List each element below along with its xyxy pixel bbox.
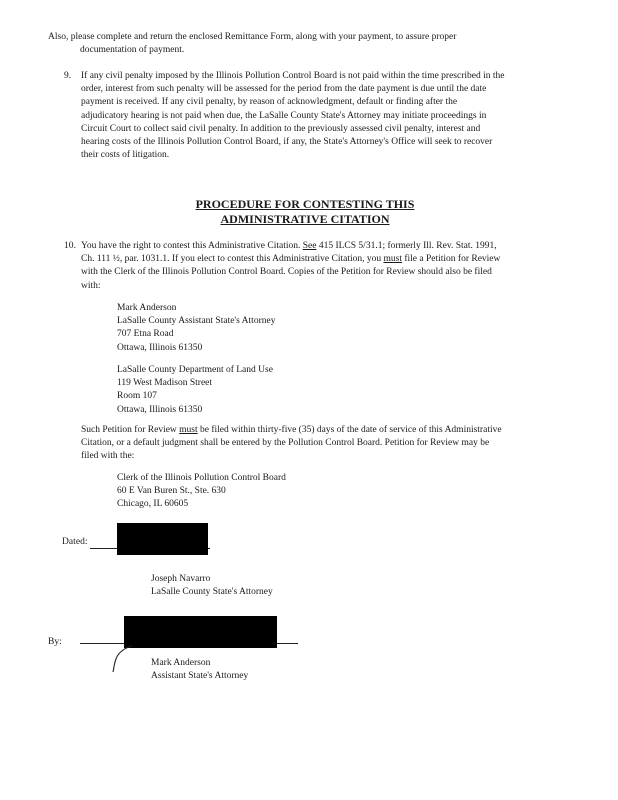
address-line: Clerk of the Illinois Pollution Control Board xyxy=(117,473,286,483)
by-label: By: xyxy=(48,637,62,647)
signature-mark xyxy=(106,644,136,674)
address-line: LaSalle County Department of Land Use xyxy=(117,365,273,375)
address-line: 707 Etna Road xyxy=(117,329,174,340)
para10-line-2 xyxy=(81,253,500,266)
address-line: LaSalle County Assistant State's Attorney xyxy=(117,316,276,327)
para9-line: order, interest from such penalty will be assessed for the period from the date payment is due until the date xyxy=(81,84,487,95)
para9-number: 9. xyxy=(64,71,72,81)
address-line: Ottawa, Illinois 61350 xyxy=(117,404,203,415)
address-line: 60 E Van Buren St., Ste. 630 xyxy=(117,486,226,497)
para10-line-1 xyxy=(81,240,500,253)
address-line: 119 West Madison Street xyxy=(117,378,213,389)
para10-text: You have the right to contest this Administrative Citation. xyxy=(81,241,303,251)
para10-number: 10. xyxy=(64,241,77,251)
address-assistant-states-attorney xyxy=(117,302,275,355)
intro-paragraph xyxy=(48,31,456,57)
para10-text: file a Petition for Review xyxy=(401,254,501,265)
intro-line: Also, please complete and return the enclosed Remittance Form, along with your payment, to assure proper xyxy=(48,32,457,42)
signer-states-attorney xyxy=(151,573,273,599)
para9-line: their costs of litigation. xyxy=(81,150,170,161)
para9-line: hearing costs of the Illinois Pollution Control Board, if any, the State's Attorney's Office will seek to recover xyxy=(81,137,493,148)
petition-line-3: filed with the: xyxy=(81,451,135,462)
address-line: Mark Anderson xyxy=(117,303,177,313)
para9-line: adjudicatory hearing is not paid when due, the LaSalle County State's Attorney may initiate proceedings in xyxy=(81,110,487,121)
address-line: Chicago, IL 60605 xyxy=(117,499,189,510)
redaction-box-date xyxy=(117,523,208,555)
petition-line-1 xyxy=(81,424,502,437)
address-pollution-control-board xyxy=(117,472,286,512)
redaction-box-signature xyxy=(124,616,277,648)
address-line: Ottawa, Illinois 61350 xyxy=(117,342,203,353)
para10-body xyxy=(81,240,500,293)
para9-line: Circuit Court to collect said civil penalty. In addition to the previously assessed civil penalty, interest and xyxy=(81,123,481,134)
para10-text: Ch. 111 ½, par. 1031.1. If you elect to contest this Administrative Citation, you xyxy=(81,254,384,265)
intro-line: documentation of payment. xyxy=(80,45,185,56)
signer-name: Mark Anderson xyxy=(151,658,211,668)
see-citation: See xyxy=(302,241,317,251)
signer-assistant-states-attorney xyxy=(151,657,248,683)
signer-title: Assistant State's Attorney xyxy=(151,671,249,682)
petition-text: Such Petition for Review xyxy=(81,425,180,435)
para10-line-3: with the Clerk of the Illinois Pollution Control Board. Copies of the Petition for Review should also be filed xyxy=(81,267,492,278)
dated-label: Dated: xyxy=(62,537,88,547)
section-heading-line-1: PROCEDURE FOR CONTESTING THIS xyxy=(195,197,415,211)
section-heading-line-2: ADMINISTRATIVE CITATION xyxy=(220,212,390,226)
para9-body xyxy=(81,70,504,162)
address-line: Room 107 xyxy=(117,391,157,402)
signer-name: Joseph Navarro xyxy=(151,574,211,584)
petition-line-2: Citation, or a default judgment shall be entered by the Pollution Control Board. Petition for Review may be xyxy=(81,438,490,449)
petition-paragraph xyxy=(81,424,502,464)
para9-line: If any civil penalty imposed by the Illinois Pollution Control Board is not paid within the time prescribed in the xyxy=(81,71,505,81)
para10-line-4: with: xyxy=(81,280,101,291)
must-emphasis: must xyxy=(383,254,402,265)
petition-text: be filed within thirty-five (35) days of the date of service of this Administrative xyxy=(197,425,502,435)
para10-text: 415 ILCS 5/31.1; formerly Ill. Rev. Stat. 1991, xyxy=(316,241,497,251)
para9-line: payment is received. If any civil penalty, by reason of acknowledgment, default or finding after the xyxy=(81,97,458,108)
signer-title: LaSalle County State's Attorney xyxy=(151,587,273,598)
must-emphasis: must xyxy=(179,425,198,435)
address-land-use-department xyxy=(117,364,273,417)
